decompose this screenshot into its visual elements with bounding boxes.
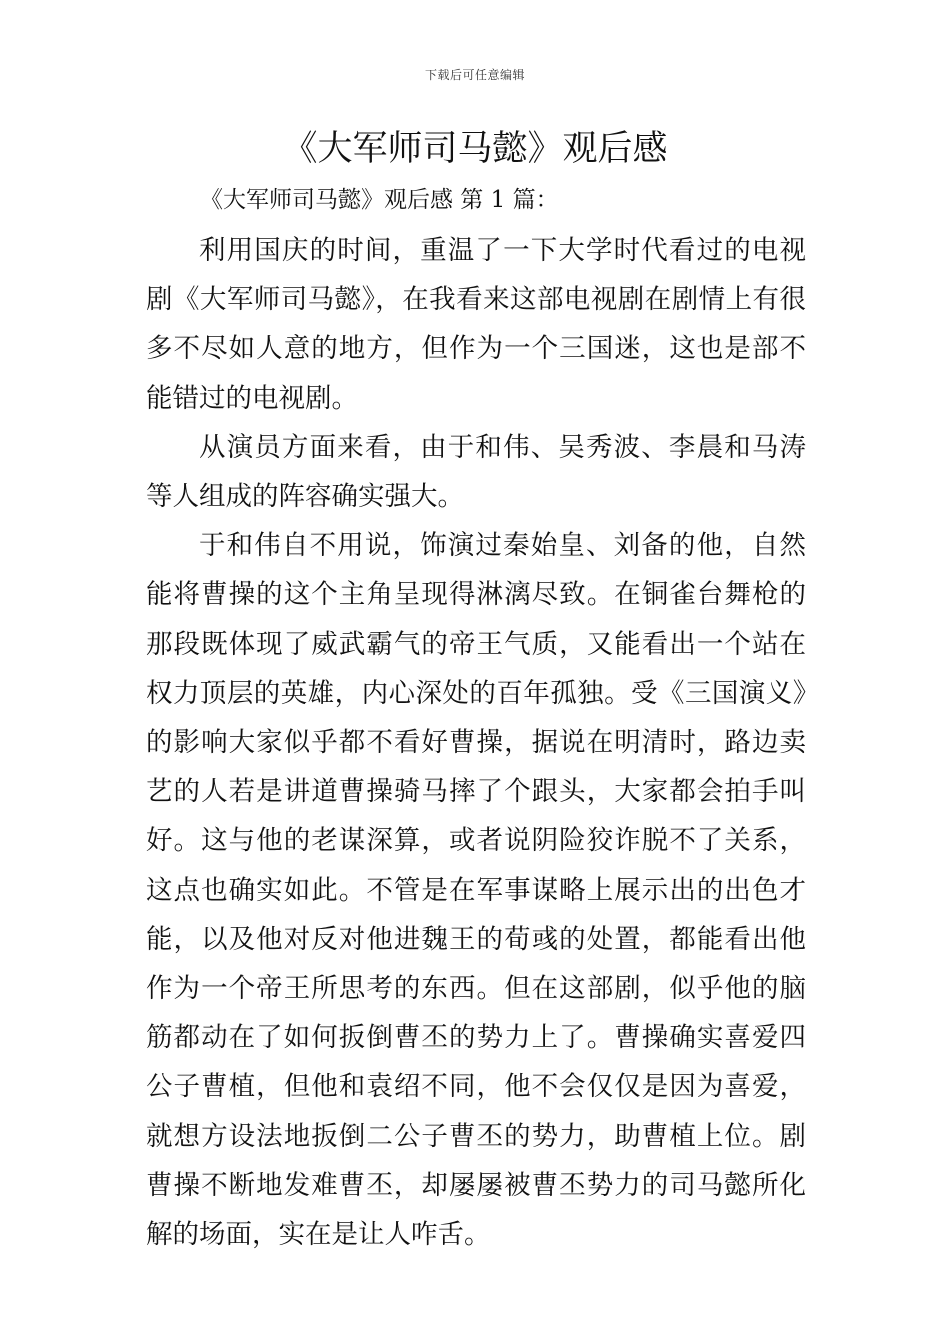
paragraph: 从演员方面来看，由于和伟、吴秀波、李晨和马涛等人组成的阵容确实强大。 <box>146 431 806 513</box>
document-body <box>146 226 806 1259</box>
paragraph: 于和伟自不用说，饰演过秦始皇、刘备的他，自然能将曹操的这个主角呈现得淋漓尽致。在铜雀台舞枪的那段既体现了威武霸气的帝王气质，又能看出一个站在权力顶层的英雄，内心深处的百年孤独。受《三国演义》的影响大家似乎都不看好曹操，据说在明清时，路边卖艺的人若是讲道曹操骑马摔了个跟头，大家都会拍手叫好。这与他的老谋深算，或者说阴险狡诈脱不了关系，这点也确实如此。不管是在军事谋略上展示出的出色才能，以及他对反对他进魏王的荀彧的处置，都能看出他作为一个帝王所思考的东西。但在这部剧，似乎他的脑筋都动在了如何扳倒曹丕的势力上了。曹操确实喜爱四公子曹植，但他和袁绍不同，他不会仅仅是因为喜爱，就想方设法地扳倒二公子曹丕的势力，助曹植上位。剧曹操不断地发难曹丕，却屡屡被曹丕势力的司马懿所化解的场面，实在是让人咋舌。 <box>146 530 806 1251</box>
document-title: 《大军师司马懿》观后感 <box>282 129 668 169</box>
document-subtitle: 《大军师司马懿》观后感 第 1 篇： <box>200 187 559 213</box>
page-header-note: 下载后可任意编辑 <box>424 68 525 82</box>
paragraph: 利用国庆的时间，重温了一下大学时代看过的电视剧《大军师司马懿》，在我看来这部电视剧在剧情上有很多不尽如人意的地方，但作为一个三国迷，这也是部不能错过的电视剧。 <box>146 235 806 414</box>
